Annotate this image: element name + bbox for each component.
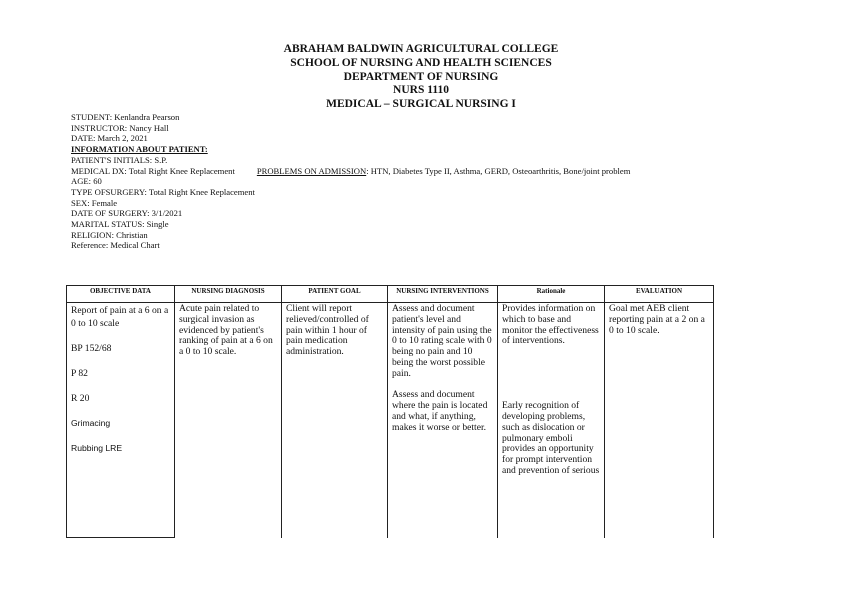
problems-label: PROBLEMS ON ADMISSION (256, 165, 367, 176)
care-plan-table (66, 285, 714, 538)
patient-goal-cell (282, 303, 388, 538)
college-name: ABRAHAM BALDWIN AGRICULTURAL COLLEGE (283, 43, 559, 55)
header-nursing-interventions: NURSING INTERVENTIONS (388, 286, 498, 303)
date-line: DATE: March 2, 2021 (71, 133, 148, 144)
problems-value: : HTN, Diabetes Type II, Asthma, GERD, Osteoarthritis, Bone/joint problem (366, 165, 631, 176)
objective-data-cell (67, 303, 175, 538)
marital-line: MARITAL STATUS: Single (71, 219, 169, 230)
medical-dx-line (71, 166, 771, 177)
objective-item: Rubbing LRE (71, 443, 123, 453)
evaluation-cell (605, 303, 714, 538)
intervention-item: Assess and document where the pain is located and what, if anything, makes it worse or better. (392, 389, 488, 433)
header-objective-data: OBJECTIVE DATA (67, 286, 175, 303)
goal-text: Client will report relieved/controlled of pain within 1 hour of pain medication administration. (286, 303, 369, 358)
patient-info-heading: INFORMATION ABOUT PATIENT: (71, 144, 208, 155)
sex-line: SEX: Female (71, 197, 118, 208)
nursing-diagnosis-cell (175, 303, 282, 538)
document-header (0, 43, 842, 112)
course-number: NURS 1110 (393, 84, 449, 97)
header-nursing-diagnosis: NURSING DIAGNOSIS (175, 286, 282, 303)
department-name: DEPARTMENT OF NURSING (343, 70, 499, 83)
initials-line: PATIENT'S INITIALS: S.P. (71, 154, 168, 165)
nursing-interventions-cell (388, 303, 498, 538)
instructor-line: INSTRUCTOR: Nancy Hall (71, 122, 169, 133)
patient-info (71, 112, 771, 251)
course-title: MEDICAL – SURGICAL NURSING I (326, 98, 516, 111)
rationale-cell (498, 303, 605, 538)
table-row (67, 303, 714, 538)
medical-dx: MEDICAL DX: Total Right Knee Replacement (71, 165, 235, 176)
header-rationale: Rationale (498, 286, 605, 303)
religion-line: RELIGION: Christian (71, 229, 148, 240)
header-patient-goal: PATIENT GOAL (282, 286, 388, 303)
objective-item: R 20 (71, 393, 90, 404)
student-line: STUDENT: Kenlandra Pearson (71, 112, 180, 122)
objective-item: Grimacing (71, 418, 111, 428)
objective-item: Report of pain at a 6 on a 0 to 10 scale (71, 305, 169, 329)
objective-item: P 82 (71, 368, 88, 379)
diagnosis-text: Acute pain related to surgical invasion as evidenced by patient's ranking of pain at a 6 on a 0 to 10 scale. (179, 303, 273, 358)
reference-line: Reference: Medical Chart (71, 240, 160, 251)
objective-item: BP 152/68 (71, 343, 112, 354)
table-header-row (67, 286, 714, 303)
age-line: AGE: 60 (71, 176, 102, 187)
intervention-item: Assess and document patient's level and intensity of pain using the 0 to 10 rating scale with 0 being no pain and 10 being the worst possible pain. (392, 303, 492, 379)
evaluation-text: Goal met AEB client reporting pain at a 2 on a 0 to 10 scale. (609, 303, 705, 336)
rationale-item: Early recognition of developing problems, such as dislocation or pulmonary emboli provides an opportunity for prompt intervention and prevention of serious (502, 400, 600, 476)
surgery-type-line: TYPE OFSURGERY: Total Right Knee Replacement (71, 186, 255, 197)
rationale-item: Provides information on which to base and monitor the effectiveness of interventions. (502, 303, 599, 347)
surgery-date-line: DATE OF SURGERY: 3/1/2021 (71, 208, 183, 219)
header-evaluation: EVALUATION (605, 286, 714, 303)
school-name: SCHOOL OF NURSING AND HEALTH SCIENCES (290, 56, 552, 69)
